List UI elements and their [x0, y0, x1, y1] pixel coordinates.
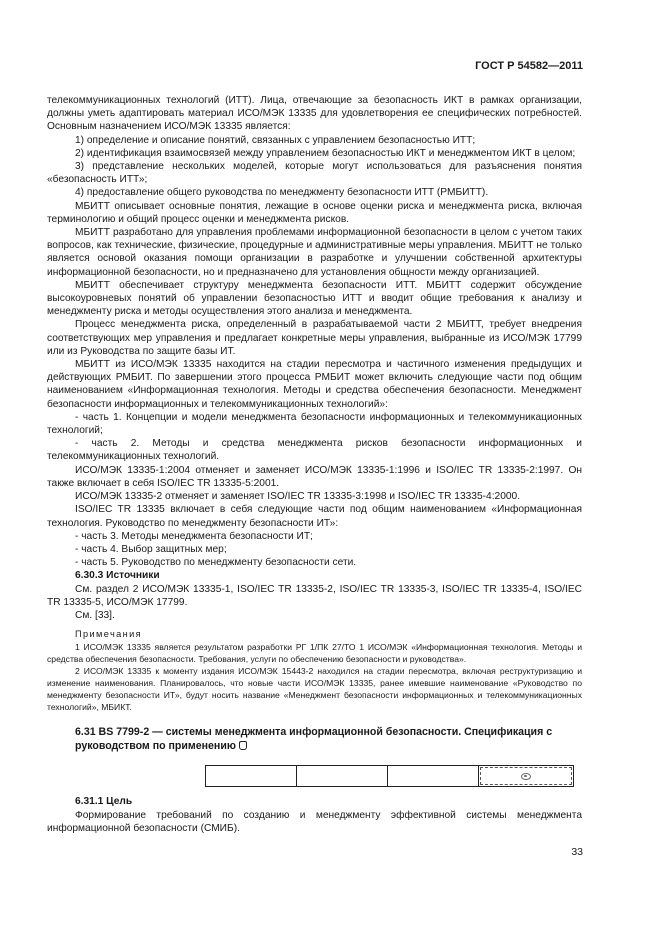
- body-paragraph: - часть 3. Методы менеджмента безопасности ИТ;: [75, 530, 313, 542]
- document-code: ГОСТ Р 54582—2011: [475, 60, 583, 72]
- body-paragraphs: [47, 94, 582, 569]
- reference-table: [205, 765, 574, 787]
- body-paragraph: 1) определение и описание понятий, связанных с управлением безопасностью ИТТ;: [75, 134, 476, 146]
- body-paragraph: МБИТТ описывает основные понятия, лежащие в основе оценки риска и менеджмента риска, включая терминологию и общий процесс оценки и менеджмента рисков.: [47, 200, 582, 225]
- note-1: 1 ИСО/МЭК 13335 является результатом разработки РГ 1/ПК 27/ТО 1 ИСО/МЭК «Информационная технология. Методы и средства обеспечения безопасности. Требования, услуги по обеспечению безопасности и руководства».: [47, 642, 582, 665]
- page-content: [47, 94, 582, 835]
- body-paragraph: 2) идентификация взаимосвязей между управлением безопасностью ИКТ и менеджментом ИКТ в целом;: [75, 147, 576, 159]
- section-heading: [47, 725, 582, 753]
- document-icon[interactable]: [239, 741, 247, 750]
- page-number: 33: [571, 846, 583, 858]
- body-paragraph: МБИТТ из ИСО/МЭК 13335 находится на стадии пересмотра и частичного изменения предыдущих и действующих РМБИТ. По завершении этого процесса РМБИТ может включить следующие части под общим наименованием «Информационная технология. Методы и средства обеспечения безопасности. Менеджмент безопасности информационных и телекоммуникационных технологий»:: [47, 359, 582, 410]
- sources-reference: См. [33].: [75, 609, 115, 621]
- goal-paragraph: Формирование требований по созданию и менеджменту эффективной системы менеджмента информационной безопасности (СМИБ).: [47, 809, 582, 834]
- body-paragraph: 3) представление нескольких моделей, которые могут использоваться для разъяснения понятия «безопасность ИТТ»;: [47, 161, 582, 186]
- disc-cell[interactable]: [480, 767, 572, 785]
- sources-heading: 6.30.3 Источники: [75, 570, 160, 582]
- body-paragraph: ISO/IEC TR 13335 включает в себя следующие части под общим наименованием «Информационная технология. Руководство по менеджменту безопасности ИТ»:: [47, 504, 582, 529]
- table-cell: [206, 766, 297, 786]
- note-2: 2 ИСО/МЭК 13335 к моменту издания ИСО/МЭК 15443-2 находился на стадии пересмотра, включая реструктуризацию и изменение наименования. Планировалось, что новые части ИСО/МЭК 13335, ранее имевшие наименование «Руководство по менеджменту безопасности ИТ», будут носить название «Менеджмент безопасности информационных и телекоммуникационных технологий», МБИКТ.: [47, 666, 582, 713]
- body-paragraph: ИСО/МЭК 13335-1:2004 отменяет и заменяет ИСО/МЭК 13335-1:1996 и ISO/IEC TR 13335-2:1997. Он также включает в себя ISO/IEC TR 13335-5:2001.: [47, 464, 582, 489]
- body-paragraph: МБИТТ обеспечивает структуру менеджмента безопасности ИТТ. МБИТТ содержит обсуждение высокоуровневых понятий об управлении безопасностью ИТТ и вводит общие требования к анализу и менеджменту риска и методы осуществления этого анализа и менеджмента.: [47, 279, 582, 318]
- body-paragraph: - часть 5. Руководство по менеджменту безопасности сети.: [75, 557, 357, 569]
- table-cell: [388, 766, 479, 786]
- body-paragraph: - часть 2. Методы и средства менеджмента рисков безопасности информационных и телекоммуникационных технологий.: [47, 438, 582, 463]
- sources-paragraph: См. раздел 2 ИСО/МЭК 13335-1, ISO/IEC TR 13335-2, ISO/IEC TR 13335-3, ISO/IEC TR 13335-4, ISO/IEC TR 13335-5, ИСО/МЭК 17799.: [47, 583, 582, 608]
- goal-heading: 6.31.1 Цель: [75, 796, 133, 808]
- table-cell: [297, 766, 388, 786]
- disc-icon: [521, 773, 531, 780]
- body-paragraph: 4) предоставление общего руководства по менеджменту безопасности ИТТ (РМБИТТ).: [75, 187, 489, 199]
- body-paragraph: телекоммуникационных технологий (ИТТ). Лица, отвечающие за безопасность ИКТ в рамках организации, должны уметь адаптировать материал ИСО/МЭК 13335 для удовлетворения ее специфических потребностей. Основным назначением ИСО/МЭК 13335 является:: [47, 95, 582, 133]
- section-heading-text: 6.31 BS 7799-2 — системы менеджмента информационной безопасности. Спецификация с руководством по применению: [75, 726, 553, 753]
- body-paragraph: Процесс менеджмента риска, определенный в разрабатываемой части 2 МБИТТ, требует внедрения соответствующих мер управления и предлагает конкретные меры управления, выбранные из ИСО/МЭК 17799 или из Руководства по защите базы ИТ.: [47, 319, 582, 357]
- body-paragraph: - часть 1. Концепции и модели менеджмента безопасности информационных и телекоммуникационных технологий;: [47, 411, 582, 437]
- body-paragraph: ИСО/МЭК 13335-2 отменяет и заменяет ISO/IEC TR 13335-3:1998 и ISO/IEC TR 13335-4:2000.: [75, 491, 521, 503]
- body-paragraph: МБИТТ разработано для управления проблемами информационной безопасности в целом с учетом таких вопросов, как технические, физические, процедурные и административные меры управления. МБИТТ не только является основой оказания помощи организации в разработке и улучшении собственной архитектуры информационной безопасности, но и предназначено для установления общности между организацией.: [47, 227, 582, 278]
- notes-heading: Примечания: [75, 629, 143, 640]
- body-paragraph: - часть 4. Выбор защитных мер;: [75, 543, 227, 555]
